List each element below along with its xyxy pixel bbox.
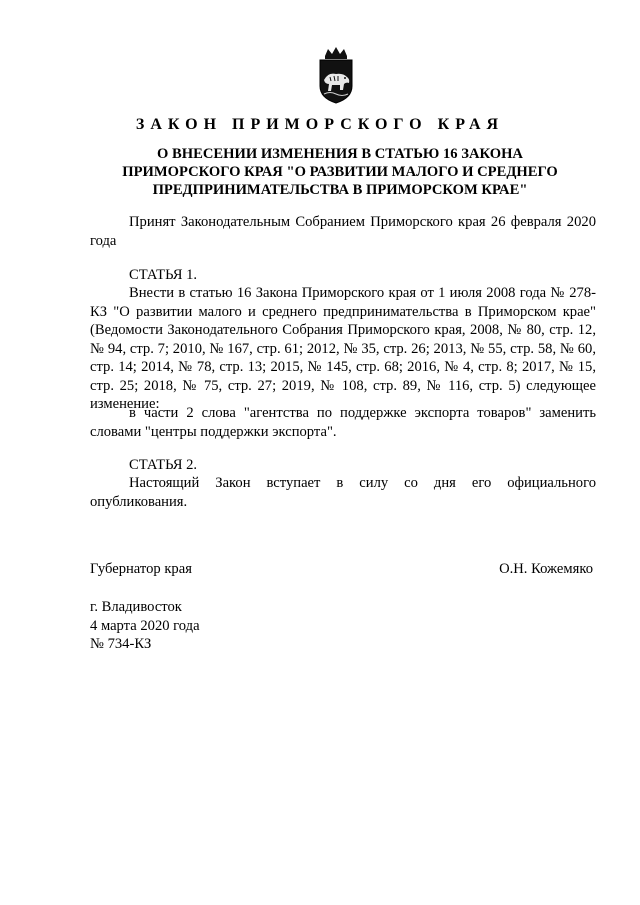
article-1-body: Внести в статью 16 Закона Приморского края от 1 июля 2008 года № 278-КЗ "О развитии малого и среднего предпринимательства в Приморском крае" (Ведомости Законодательного Собрания Приморского края, 2008, № 80, стр. 12, № 94, стр. 7; 2010, № 167, стр. 61; 2012, № 35, стр. 26; 2013, № 55, стр. 58, № 60, стр. 14; 2014, № 78, стр. 13; 2015, № 145, стр. 68; 2016, № 4, стр. 8; 2017, № 15, стр. 25; 2018, № 75, стр. 27; 2019, № 108, стр. 89, № 116, стр. 5) следующее изменение: bbox=[90, 285, 596, 412]
subject-line: О ВНЕСЕНИИ ИЗМЕНЕНИЯ В СТАТЬЮ 16 ЗАКОНА bbox=[157, 146, 523, 162]
footer-city: г. Владивосток bbox=[90, 599, 182, 615]
footer-number: № 734-КЗ bbox=[90, 636, 152, 652]
signatory-name: О.Н. Кожемяко bbox=[499, 561, 593, 577]
article-2-body: Настоящий Закон вступает в силу со дня его официального опубликования. bbox=[90, 475, 596, 510]
adoption-statement: Принят Законодательным Собранием Приморского края 26 февраля 2020 года bbox=[90, 214, 596, 249]
footer-date: 4 марта 2020 года bbox=[90, 617, 200, 634]
law-footer bbox=[90, 598, 200, 654]
subject-line: ПРИМОРСКОГО КРАЯ "О РАЗВИТИИ МАЛОГО И СРЕДНЕГО bbox=[122, 164, 558, 180]
article-1-change: в части 2 слова "агентства по поддержке экспорта товаров" заменить словами "центры поддержки экспорта". bbox=[90, 405, 596, 440]
law-title: ЗАКОН ПРИМОРСКОГО КРАЯ bbox=[135, 116, 505, 133]
law-subject bbox=[80, 145, 600, 199]
article-1-heading: СТАТЬЯ 1. bbox=[129, 267, 198, 283]
article-2-heading: СТАТЬЯ 2. bbox=[129, 457, 198, 473]
signatory-title: Губернатор края bbox=[90, 561, 192, 577]
subject-line: ПРЕДПРИНИМАТЕЛЬСТВА В ПРИМОРСКОМ КРАЕ" bbox=[152, 182, 528, 198]
coat-of-arms-icon bbox=[316, 46, 356, 104]
